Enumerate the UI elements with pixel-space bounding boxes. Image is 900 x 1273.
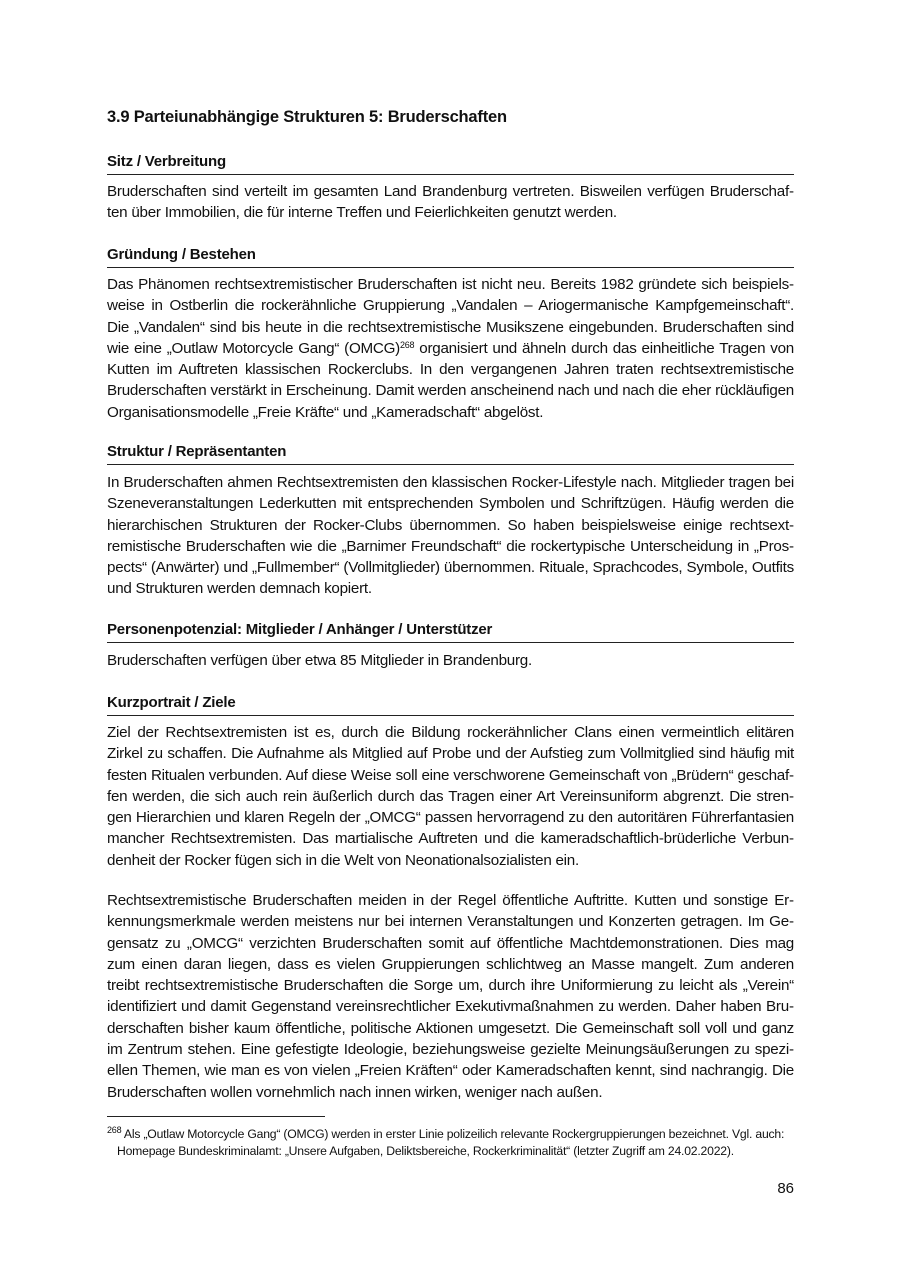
footnote-body: Als „Outlaw Motorcycle Gang“ (OMCG) werden in erster Linie polizeilich relevante Rockergruppierungen bezeichnet. Vgl. auch: Homepage Bundeskriminalamt: „Unsere Aufgaben, Deliktsbereiche, Rockerkriminalität“ (letzter Zugriff am 24.02.2022). xyxy=(117,1127,785,1158)
section-text-gruendung xyxy=(107,274,794,423)
footnote-divider xyxy=(107,1116,325,1117)
page-number: 86 xyxy=(777,1180,794,1197)
section-heading-personenpotenzial: Personenpotenzial: Mitglieder / Anhänger / Unterstützer xyxy=(107,620,794,643)
footnote-number: 268 xyxy=(107,1125,122,1135)
gruendung-text-part-b: organisiert und ähneln durch das einheitliche Tragen von Kutten im Auftreten klassischen Rockerclubs. In den vergangenen Jahren traten rechtsextremistische Bruderschaften verstärkt in Erscheinung. Damit werden anscheinend nach und nach die eher rückläufigen Organisationsmodelle „Freie Kräfte“ und „Kameradschaft“ abgelöst. xyxy=(107,339,794,421)
section-heading-gruendung: Gründung / Bestehen xyxy=(107,245,794,268)
section-text-sitz: Bruderschaften sind verteilt im gesamten Land Brandenburg vertreten. Bisweilen verfügen Bruderschaften über Immobilien, die für interne Treffen und Feierlichkeiten genutzt werden. xyxy=(107,183,794,222)
section-text-kurzportrait-2: Rechtsextremistische Bruderschaften meiden in der Regel öffentliche Auftritte. Kutten und sonstige Erkennungsmerkmale werden meistens nur bei internen Veranstaltungen und Konzerten getragen. Im Gegensatz zu „OMCG“ verzichten Bruderschaften somit auf öffentliche Machtdemonstrationen. Dies mag zum einen daran liegen, dass es vielen Gruppierungen schlichtweg an Masse mangelt. Zum anderen treibt rechtsextremistische Bruderschaften die Sorge um, durch ihre Uniformierung zu leicht als „Verein“ identifiziert und damit Gegenstand vereinsrechtlicher Exekutivmaßnahmen zu werden. Daher haben Bruderschaften bisher kaum öffentliche, politische Aktionen umgesetzt. Die Gemeinschaft soll voll und ganz im Zentrum stehen. Eine gefestigte Ideologie, beziehungsweise gezielte Meinungsäußerungen zu speziellen Themen, wie man es von vielen „Freien Kräften“ oder Kameradschaften kennt, sind nachrangig. Die Bruderschaften wollen vornehmlich nach innen wirken, weniger nach außen. xyxy=(107,892,794,1101)
section-text-struktur: In Bruderschaften ahmen Rechtsextremisten den klassischen Rocker-Lifestyle nach. Mitglieder tragen bei Szeneveranstaltungen Lederkutten mit entsprechenden Symbolen und Schriftzügen. Häufig werden die hierarchischen Strukturen der Rocker-Clubs übernommen. So haben beispielsweise einige rechtsextremistische Bruderschaften wie die „Barnimer Freundschaft“ die rockertypische Unterscheidung in „Prospects“ (Anwärter) und „Fullmember“ (Vollmitglieder) übernommen. Rituale, Sprachcodes, Symbole, Outfits und Strukturen werden demnach kopiert. xyxy=(107,474,794,598)
page-title: 3.9 Parteiunabhängige Strukturen 5: Bruderschaften xyxy=(107,108,507,126)
section-text-personenpotenzial: Bruderschaften verfügen über etwa 85 Mitglieder in Brandenburg. xyxy=(107,652,532,669)
gruendung-text-part-a: Das Phänomen rechtsextremistischer Bruderschaften ist nicht neu. Bereits 1982 gründete sich beispielsweise in Ostberlin die rockerähnliche Gruppierung „Vandalen – Ariogermanische Kampfgemeinschaft“. Die „Vandalen“ sind bis heute in die rechtsextremistische Musikszene eingebunden. Bruderschaften sind wie eine „Outlaw Motorcycle Gang“ (OMCG) xyxy=(107,276,794,357)
section-text-kurzportrait-1: Ziel der Rechtsextremisten ist es, durch die Bildung rockerähnlicher Clans einen vermeintlich elitären Zirkel zu schaffen. Die Aufnahme als Mitglied auf Probe und der Aufstieg zum Vollmitglied sind häufig mit festen Ritualen verbunden. Auf diese Weise soll eine verschworene Gemeinschaft von „Brüdern“ geschaffen werden, die sich auch rein äußerlich durch das Tragen einer Art Vereinsuniform abgrenzt. Die strengen Hierarchien und klaren Regeln der „OMCG“ passen hervorragend zu den autoritären Führerfantasien mancher Rechtsextremisten. Das martialische Auftreten und die kameradschaftlich-brüderliche Verbundenheit der Rocker fügen sich in die Welt von Neonationalsozialisten ein. xyxy=(107,724,794,869)
section-heading-sitz: Sitz / Verbreitung xyxy=(107,152,794,175)
section-heading-kurzportrait: Kurzportrait / Ziele xyxy=(107,693,794,716)
footnote-text xyxy=(107,1126,794,1160)
footnote-reference[interactable]: 268 xyxy=(400,339,415,350)
footnote xyxy=(107,1126,794,1160)
section-heading-struktur: Struktur / Repräsentanten xyxy=(107,442,794,465)
